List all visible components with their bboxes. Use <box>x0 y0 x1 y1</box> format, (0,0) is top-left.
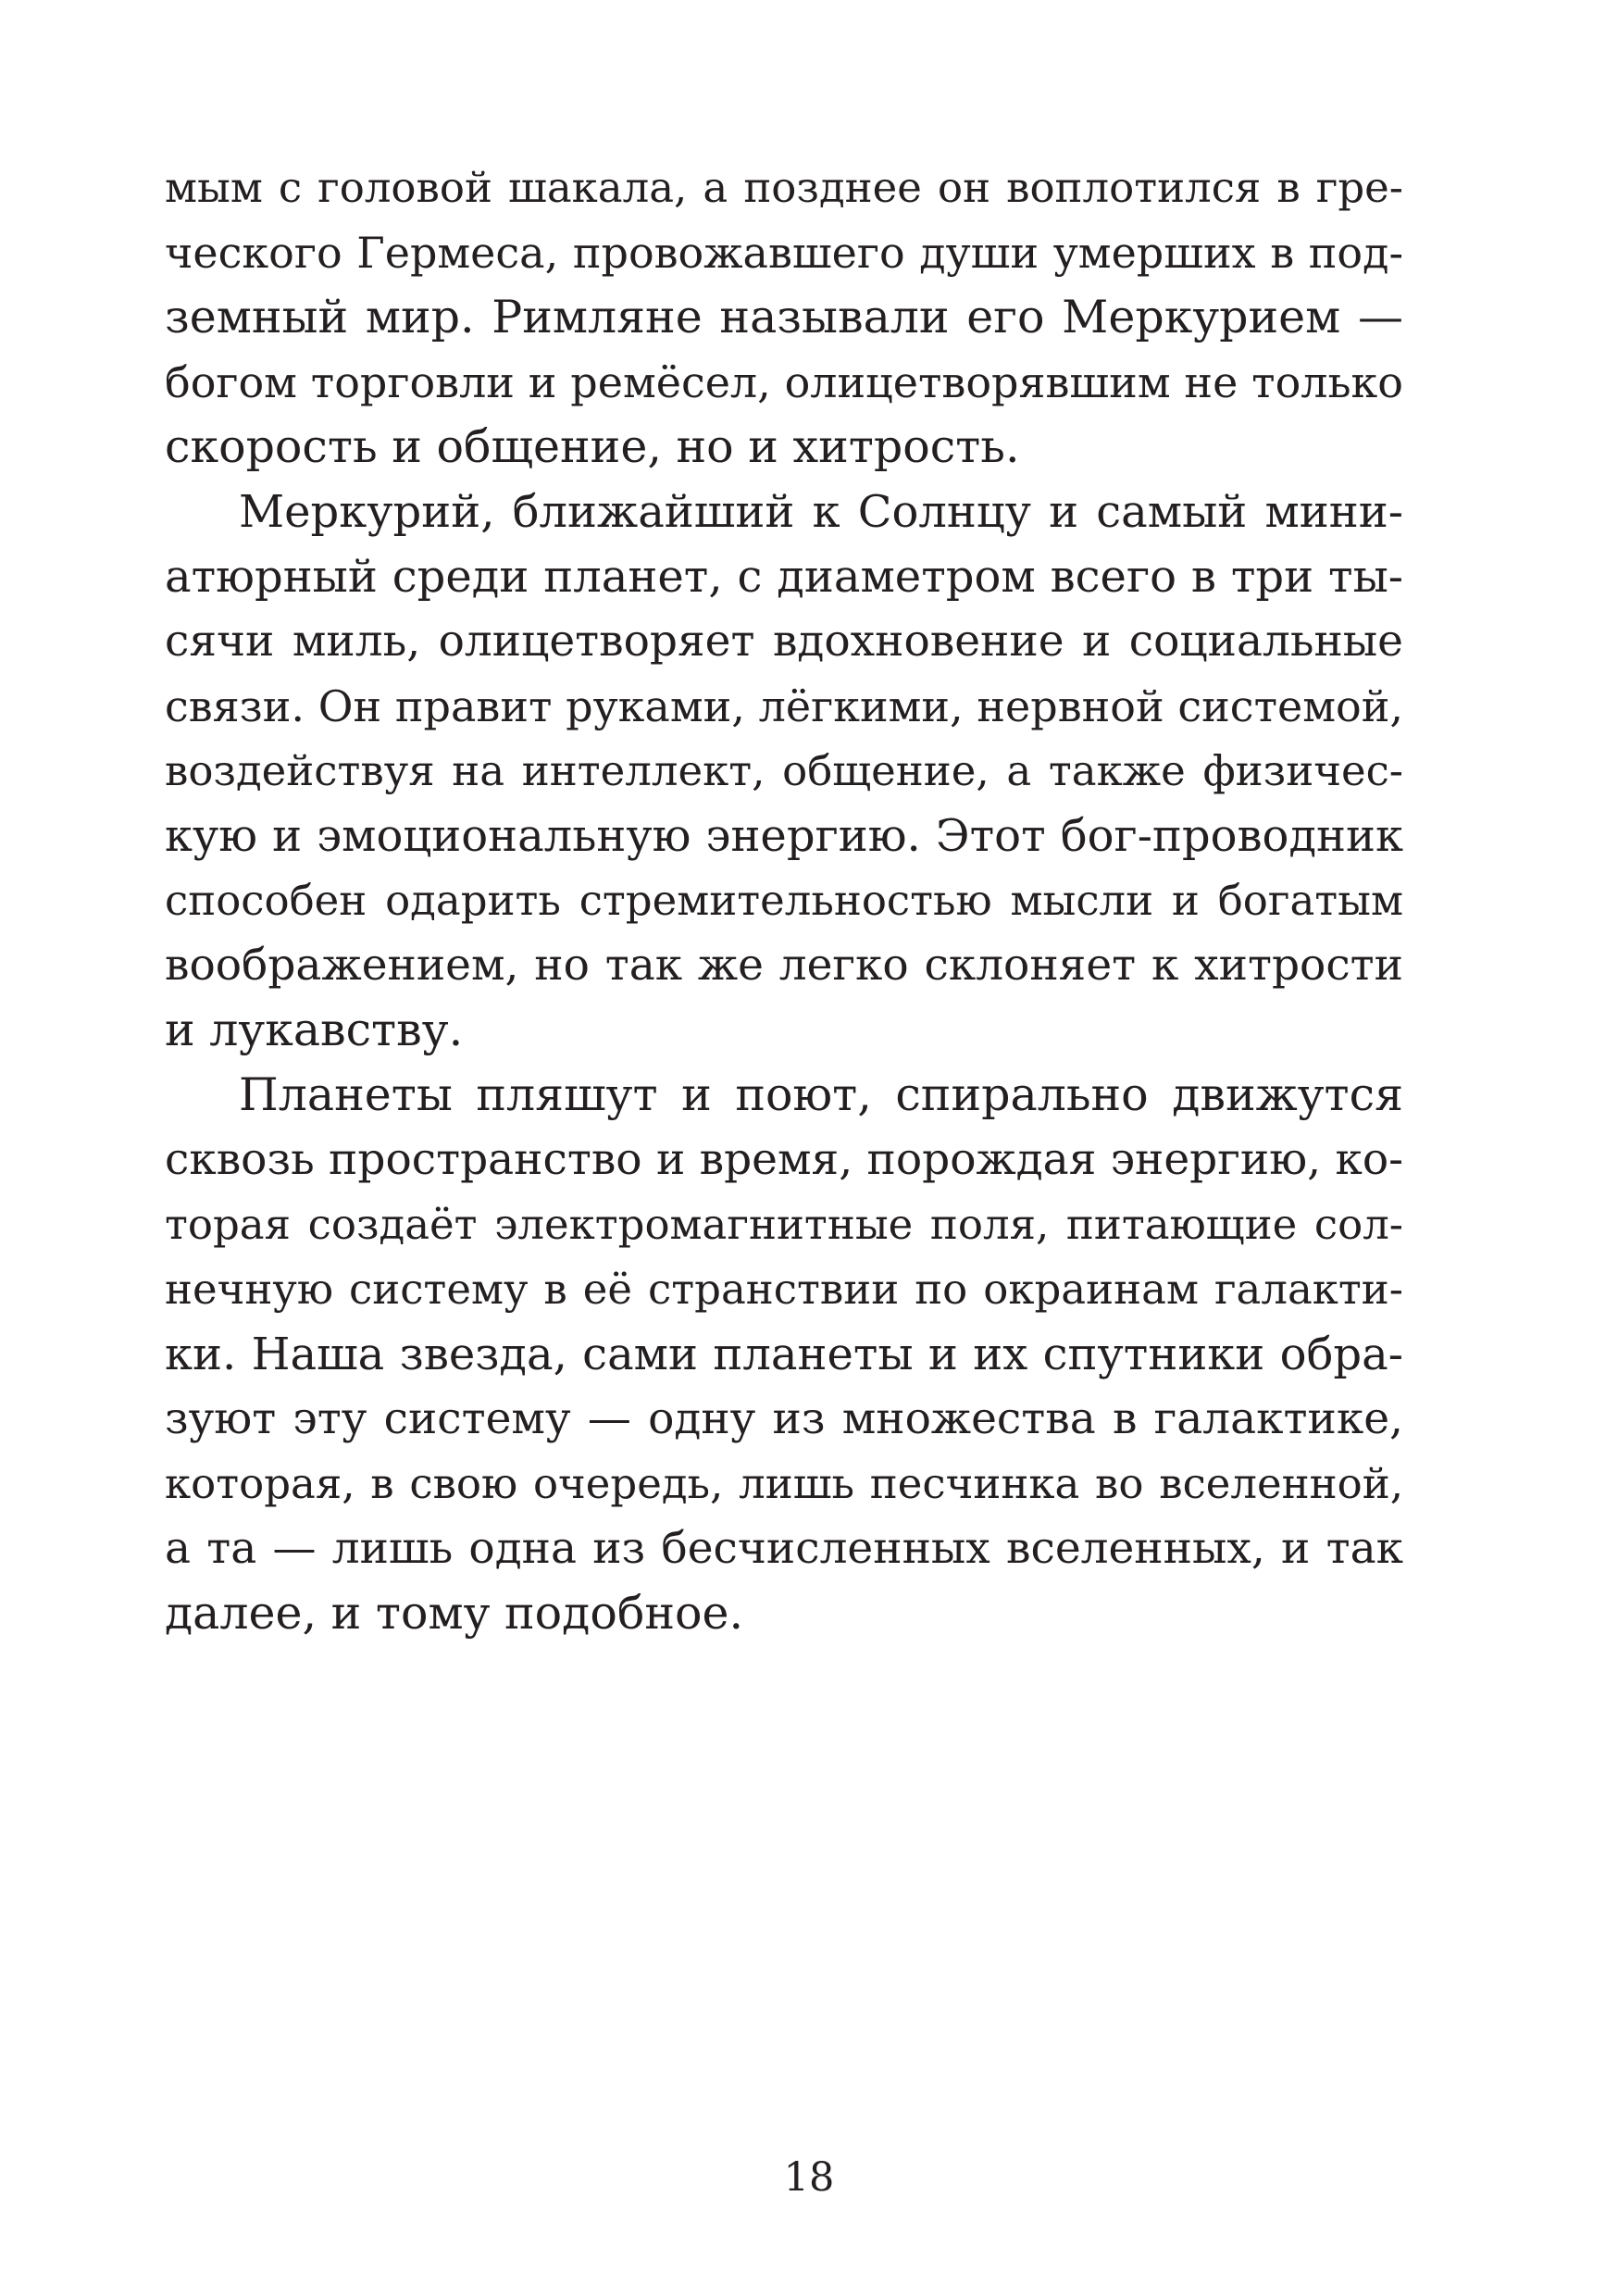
text-line: сквозь пространство и время, порождая энергию, ко- <box>165 1134 1403 1185</box>
text-line: земный мир. Римляне называли его Меркурием — <box>165 291 1403 343</box>
text-line: далее, и тому подобное. <box>165 1587 744 1640</box>
text-line: ческого Гермеса, провожавшего души умерших в под- <box>165 228 1403 278</box>
text-line: воздействуя на интеллект, общение, а также физичес- <box>165 746 1403 795</box>
text-line: зуют эту систему — одну из множества в галактике, <box>165 1393 1403 1444</box>
text-line: скорость и общение, но и хитрость. <box>165 420 1020 473</box>
text-line: ки. Наша звезда, сами планеты и их спутники обра- <box>165 1329 1403 1380</box>
text-line: мым с головой шакала, а позднее он воплотился в гре- <box>165 163 1403 212</box>
text-line: которая, в свою очередь, лишь песчинка во вселенной, <box>165 1459 1403 1508</box>
text-line: и лукавству. <box>165 1004 464 1056</box>
text-line: а та — лишь одна из бесчисленных вселенных, и так <box>165 1523 1403 1574</box>
text-line: торая создаёт электромагнитные поля, питающие сол- <box>165 1200 1403 1249</box>
text-line: Планеты пляшут и поют, спирально движутся <box>239 1068 1403 1121</box>
text-line: Меркурий, ближайший к Солнцу и самый мини- <box>239 486 1403 538</box>
text-line: богом торговли и ремёсел, олицетворявшим не только <box>165 357 1403 407</box>
text-line: атюрный среди планет, с диаметром всего в три ты- <box>165 551 1403 603</box>
text-line: кую и эмоциональную энергию. Этот бог-проводник <box>165 810 1403 862</box>
page-number: 18 <box>783 2154 835 2201</box>
text-line: сячи миль, олицетворяет вдохновение и социальные <box>165 616 1403 667</box>
text-line: нечную систему в её странствии по окраинам галакти- <box>165 1265 1403 1314</box>
text-line: способен одарить стремительностью мысли и богатым <box>165 876 1403 925</box>
text-line: связи. Он правит руками, лёгкими, нервной системой, <box>165 681 1403 731</box>
text-line: воображением, но так же легко склоняет к хитрости <box>165 940 1403 991</box>
